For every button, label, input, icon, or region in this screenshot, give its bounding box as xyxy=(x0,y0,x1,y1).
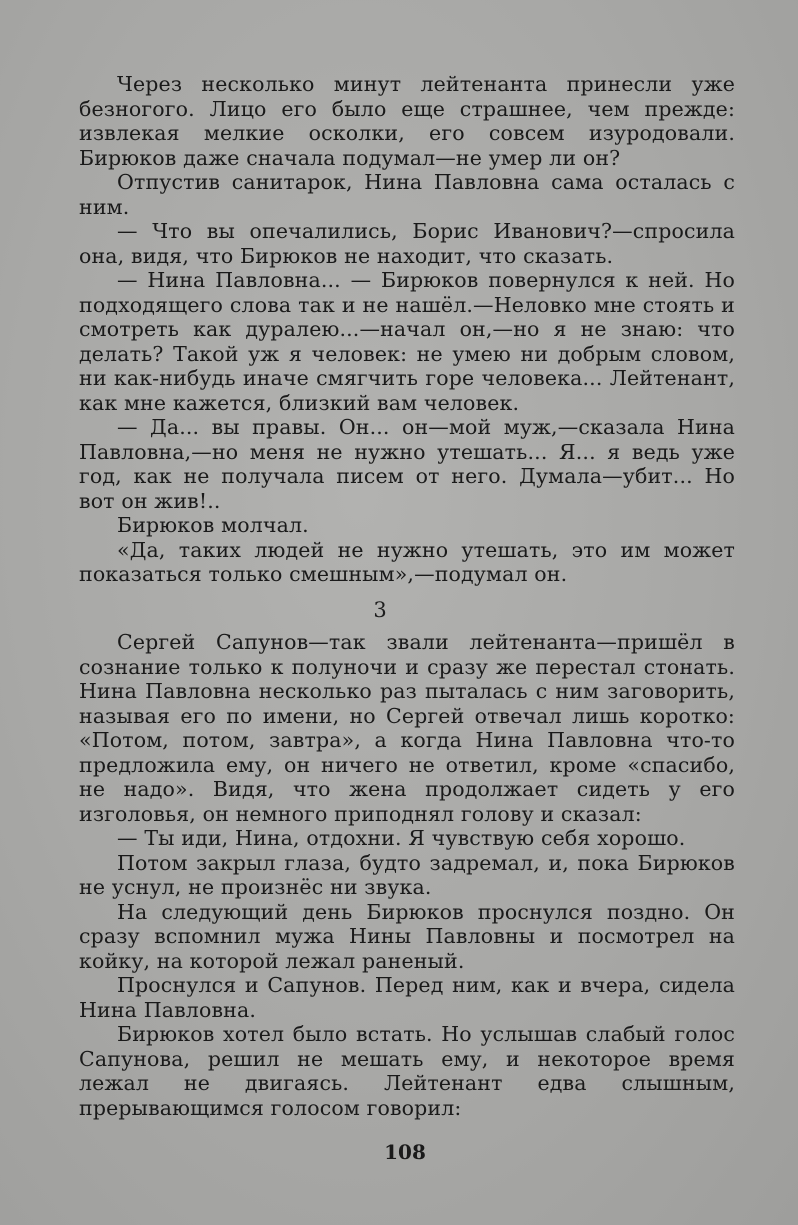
text-block-after-chapter xyxy=(79,630,735,1120)
paragraph: Отпустив санитарок, Нина Павловна сама осталась с ним. xyxy=(79,170,735,219)
paragraph: На следующий день Бирюков проснулся поздно. Он сразу вспомнил мужа Нины Павловны и посмотрел на койку, на которой лежал раненый. xyxy=(79,899,735,973)
page-number: 108 xyxy=(384,1140,426,1164)
paragraph: — Нина Павловна... — Бирюков повернулся к ней. Но подходящего слова так и не нашёл.—Неловко мне стоять и смотреть как дуралею...—начал он,—но я не знаю: что делать? Такой уж я человек: не умею ни добрым словом, ни как-нибудь иначе смягчить горе человека... Лейтенант, как мне кажется, близкий вам человек. xyxy=(79,268,735,415)
paragraph: Потом закрыл глаза, будто задремал, и, пока Бирюков не уснул, не произнёс ни звука. xyxy=(79,850,735,899)
chapter-number: 3 xyxy=(373,598,387,622)
paragraph: — Что вы опечалились, Борис Иванович?—спросила она, видя, что Бирюков не находит, что сказать. xyxy=(79,219,735,268)
paragraph: Бирюков молчал. xyxy=(117,513,309,537)
paragraph: Сергей Сапунов—так звали лейтенанта—пришёл в сознание только к полуночи и сразу же перестал стонать. Нина Павловна несколько раз пыталась с ним заговорить, называя его по имени, но Сергей отвечал лишь коротко: «Потом, потом, завтра», а когда Нина Павловна что-то предложила ему, он ничего не ответил, кроме «спасибо, не надо». Видя, что жена продолжает сидеть у его изголовья, он немного приподнял голову и сказал: xyxy=(79,630,735,826)
paragraph: — Да... вы правы. Он... он—мой муж,—сказала Нина Павловна,—но меня не нужно утешать... Я... я ведь уже год, как не получала писем от него. Думала—убит... Но вот он жив!.. xyxy=(79,415,735,513)
paragraph: — Ты иди, Нина, отдохни. Я чувствую себя хорошо. xyxy=(117,826,686,850)
text-block-before-chapter xyxy=(79,72,735,587)
paragraph: Бирюков хотел было встать. Но услышав слабый голос Сапунова, решил не мешать ему, и некоторое время лежал не двигаясь. Лейтенант едва слышным, прерывающимся голосом говорил: xyxy=(79,1022,735,1120)
paragraph: Через несколько минут лейтенанта принесли уже безногого. Лицо его было еще страшнее, чем прежде: извлекая мелкие осколки, его совсем изуродовали. Бирюков даже сначала подумал—не умер ли он? xyxy=(79,72,735,170)
paragraph: «Да, таких людей не нужно утешать, это им может показаться только смешным»,—подумал он. xyxy=(79,537,735,586)
paragraph: Проснулся и Сапунов. Перед ним, как и вчера, сидела Нина Павловна. xyxy=(79,973,735,1022)
